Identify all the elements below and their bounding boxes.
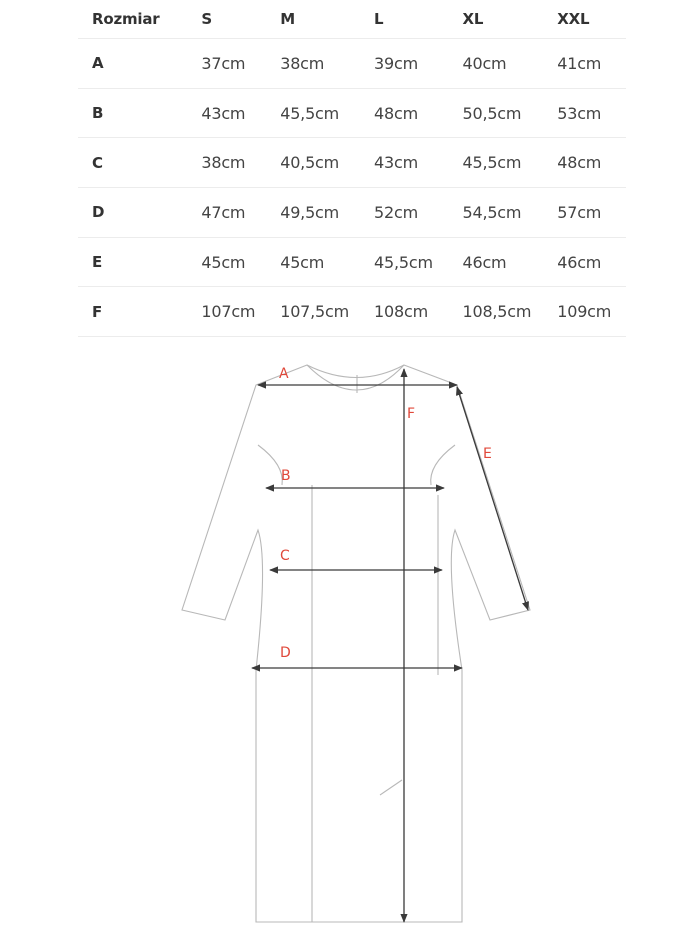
table-cell: 107,5cm (280, 287, 374, 337)
table-row (78, 88, 626, 138)
table-cell: 45cm (201, 237, 280, 287)
table-header-row (78, 0, 626, 39)
table-row (78, 287, 626, 337)
header-size-l: L (374, 0, 462, 39)
table-cell: 43cm (374, 138, 462, 188)
table-cell: 47cm (201, 188, 280, 238)
label-a: A (279, 366, 289, 382)
table-cell: 45,5cm (374, 237, 462, 287)
table-cell: 37cm (201, 39, 280, 89)
header-size-xxl: XXL (557, 0, 626, 39)
table-cell: 46cm (462, 237, 557, 287)
row-label: D (78, 188, 201, 238)
header-size-xl: XL (462, 0, 557, 39)
table-cell: 50,5cm (462, 88, 557, 138)
table-cell: 108cm (374, 287, 462, 337)
table-cell: 45,5cm (280, 88, 374, 138)
header-size-s: S (201, 0, 280, 39)
table-cell: 49,5cm (280, 188, 374, 238)
table-cell: 40,5cm (280, 138, 374, 188)
table-cell: 48cm (557, 138, 626, 188)
dress-measurement-diagram (0, 345, 700, 933)
measure-e-arrow (457, 387, 528, 610)
row-label: A (78, 39, 201, 89)
label-b: B (281, 468, 291, 484)
header-size-m: M (280, 0, 374, 39)
table-cell: 53cm (557, 88, 626, 138)
label-c: C (280, 548, 290, 564)
table-row (78, 39, 626, 89)
row-label: C (78, 138, 201, 188)
table-cell: 108,5cm (462, 287, 557, 337)
row-label: B (78, 88, 201, 138)
table-cell: 45,5cm (462, 138, 557, 188)
row-label: E (78, 237, 201, 287)
table-cell: 40cm (462, 39, 557, 89)
label-f: F (407, 406, 416, 422)
size-chart-table (78, 0, 626, 337)
header-rozmiar: Rozmiar (78, 0, 201, 39)
table-cell: 38cm (201, 138, 280, 188)
table-cell: 48cm (374, 88, 462, 138)
table-cell: 41cm (557, 39, 626, 89)
table-row (78, 188, 626, 238)
table-cell: 52cm (374, 188, 462, 238)
row-label: F (78, 287, 201, 337)
table-cell: 39cm (374, 39, 462, 89)
dress-outline (182, 365, 530, 922)
table-cell: 38cm (280, 39, 374, 89)
table-cell: 45cm (280, 237, 374, 287)
table-row (78, 237, 626, 287)
table-cell: 107cm (201, 287, 280, 337)
table-cell: 54,5cm (462, 188, 557, 238)
table-cell: 57cm (557, 188, 626, 238)
label-e: E (483, 446, 492, 462)
table-cell: 43cm (201, 88, 280, 138)
table-row (78, 138, 626, 188)
table-cell: 46cm (557, 237, 626, 287)
table-cell: 109cm (557, 287, 626, 337)
label-d: D (280, 645, 291, 661)
